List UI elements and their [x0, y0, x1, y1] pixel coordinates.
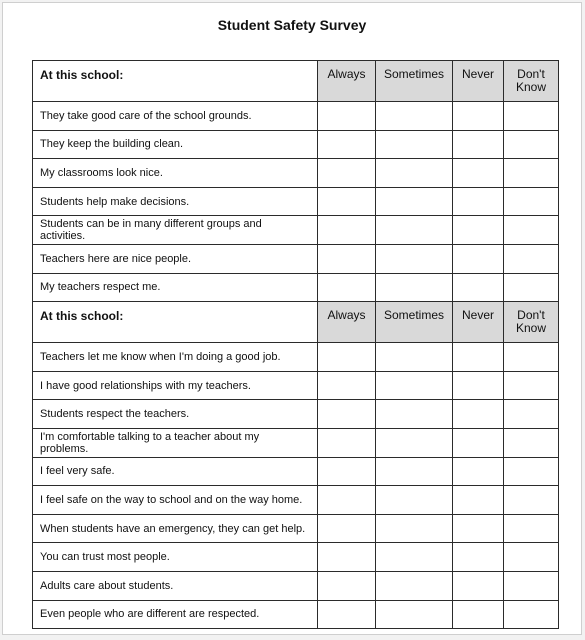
column-header-never: Never	[453, 61, 504, 102]
answer-cell-always[interactable]	[318, 343, 376, 372]
section-heading: At this school:	[33, 61, 318, 102]
column-header-never: Never	[453, 302, 504, 343]
answer-cell-never[interactable]	[453, 571, 504, 600]
answer-cell-always[interactable]	[318, 428, 376, 457]
answer-cell-always[interactable]	[318, 571, 376, 600]
answer-cell-sometimes[interactable]	[376, 457, 453, 486]
answer-cell-dont-know[interactable]	[504, 486, 559, 515]
answer-cell-always[interactable]	[318, 273, 376, 302]
answer-cell-sometimes[interactable]	[376, 187, 453, 216]
answer-cell-never[interactable]	[453, 486, 504, 515]
answer-cell-sometimes[interactable]	[376, 244, 453, 273]
answer-cell-sometimes[interactable]	[376, 130, 453, 159]
answer-cell-sometimes[interactable]	[376, 343, 453, 372]
answer-cell-always[interactable]	[318, 244, 376, 273]
answer-cell-never[interactable]	[453, 159, 504, 188]
survey-question-row	[33, 428, 559, 457]
question-text: They take good care of the school grounds.	[33, 102, 318, 131]
answer-cell-dont-know[interactable]	[504, 187, 559, 216]
survey-question-row	[33, 457, 559, 486]
answer-cell-always[interactable]	[318, 102, 376, 131]
answer-cell-dont-know[interactable]	[504, 273, 559, 302]
question-text: Students help make decisions.	[33, 187, 318, 216]
question-text: Even people who are different are respected.	[33, 600, 318, 629]
section-header-row	[33, 61, 559, 102]
answer-cell-dont-know[interactable]	[504, 343, 559, 372]
answer-cell-dont-know[interactable]	[504, 514, 559, 543]
question-text: I have good relationships with my teachers.	[33, 371, 318, 400]
survey-page	[2, 2, 582, 635]
survey-table-body	[33, 61, 559, 629]
answer-cell-sometimes[interactable]	[376, 159, 453, 188]
answer-cell-never[interactable]	[453, 457, 504, 486]
answer-cell-dont-know[interactable]	[504, 371, 559, 400]
answer-cell-never[interactable]	[453, 371, 504, 400]
answer-cell-always[interactable]	[318, 159, 376, 188]
survey-question-row	[33, 187, 559, 216]
answer-cell-never[interactable]	[453, 273, 504, 302]
survey-table	[32, 60, 559, 629]
answer-cell-dont-know[interactable]	[504, 543, 559, 572]
answer-cell-always[interactable]	[318, 216, 376, 245]
survey-question-row	[33, 273, 559, 302]
section-heading: At this school:	[33, 302, 318, 343]
question-text: My teachers respect me.	[33, 273, 318, 302]
survey-question-row	[33, 244, 559, 273]
answer-cell-dont-know[interactable]	[504, 244, 559, 273]
answer-cell-always[interactable]	[318, 400, 376, 429]
question-text: I feel very safe.	[33, 457, 318, 486]
answer-cell-never[interactable]	[453, 244, 504, 273]
question-text: My classrooms look nice.	[33, 159, 318, 188]
question-text: They keep the building clean.	[33, 130, 318, 159]
answer-cell-dont-know[interactable]	[504, 159, 559, 188]
survey-question-row	[33, 371, 559, 400]
survey-question-row	[33, 216, 559, 245]
column-header-always: Always	[318, 302, 376, 343]
answer-cell-dont-know[interactable]	[504, 428, 559, 457]
survey-question-row	[33, 543, 559, 572]
column-header-sometimes: Sometimes	[376, 61, 453, 102]
survey-question-row	[33, 159, 559, 188]
answer-cell-always[interactable]	[318, 514, 376, 543]
answer-cell-sometimes[interactable]	[376, 600, 453, 629]
survey-question-row	[33, 600, 559, 629]
answer-cell-always[interactable]	[318, 130, 376, 159]
section-header-row	[33, 302, 559, 343]
answer-cell-always[interactable]	[318, 600, 376, 629]
question-text: Students can be in many different groups and activities.	[33, 216, 318, 245]
answer-cell-never[interactable]	[453, 102, 504, 131]
answer-cell-always[interactable]	[318, 187, 376, 216]
question-text: I'm comfortable talking to a teacher about my problems.	[33, 428, 318, 457]
answer-cell-sometimes[interactable]	[376, 486, 453, 515]
answer-cell-sometimes[interactable]	[376, 428, 453, 457]
answer-cell-sometimes[interactable]	[376, 571, 453, 600]
survey-question-row	[33, 400, 559, 429]
answer-cell-never[interactable]	[453, 216, 504, 245]
answer-cell-sometimes[interactable]	[376, 216, 453, 245]
survey-question-row	[33, 514, 559, 543]
survey-question-row	[33, 343, 559, 372]
answer-cell-never[interactable]	[453, 514, 504, 543]
answer-cell-dont-know[interactable]	[504, 571, 559, 600]
column-header-dont-know: Don't Know	[504, 302, 559, 343]
question-text: Teachers here are nice people.	[33, 244, 318, 273]
question-text: Students respect the teachers.	[33, 400, 318, 429]
column-header-always: Always	[318, 61, 376, 102]
column-header-dont-know: Don't Know	[504, 61, 559, 102]
answer-cell-dont-know[interactable]	[504, 102, 559, 131]
survey-question-row	[33, 102, 559, 131]
answer-cell-sometimes[interactable]	[376, 273, 453, 302]
survey-question-row	[33, 130, 559, 159]
answer-cell-never[interactable]	[453, 428, 504, 457]
answer-cell-dont-know[interactable]	[504, 130, 559, 159]
answer-cell-sometimes[interactable]	[376, 102, 453, 131]
answer-cell-sometimes[interactable]	[376, 400, 453, 429]
question-text: Adults care about students.	[33, 571, 318, 600]
answer-cell-dont-know[interactable]	[504, 400, 559, 429]
question-text: I feel safe on the way to school and on the way home.	[33, 486, 318, 515]
answer-cell-sometimes[interactable]	[376, 371, 453, 400]
answer-cell-always[interactable]	[318, 457, 376, 486]
question-text: You can trust most people.	[33, 543, 318, 572]
answer-cell-sometimes[interactable]	[376, 514, 453, 543]
answer-cell-always[interactable]	[318, 371, 376, 400]
answer-cell-sometimes[interactable]	[376, 543, 453, 572]
answer-cell-never[interactable]	[453, 187, 504, 216]
answer-cell-dont-know[interactable]	[504, 457, 559, 486]
question-text: When students have an emergency, they can get help.	[33, 514, 318, 543]
answer-cell-never[interactable]	[453, 600, 504, 629]
answer-cell-always[interactable]	[318, 486, 376, 515]
answer-cell-always[interactable]	[318, 543, 376, 572]
column-header-sometimes: Sometimes	[376, 302, 453, 343]
answer-cell-dont-know[interactable]	[504, 600, 559, 629]
question-text: Teachers let me know when I'm doing a good job.	[33, 343, 318, 372]
answer-cell-dont-know[interactable]	[504, 216, 559, 245]
answer-cell-never[interactable]	[453, 400, 504, 429]
answer-cell-never[interactable]	[453, 343, 504, 372]
survey-question-row	[33, 486, 559, 515]
answer-cell-never[interactable]	[453, 543, 504, 572]
page-title: Student Safety Survey	[217, 17, 367, 33]
answer-cell-never[interactable]	[453, 130, 504, 159]
survey-question-row	[33, 571, 559, 600]
